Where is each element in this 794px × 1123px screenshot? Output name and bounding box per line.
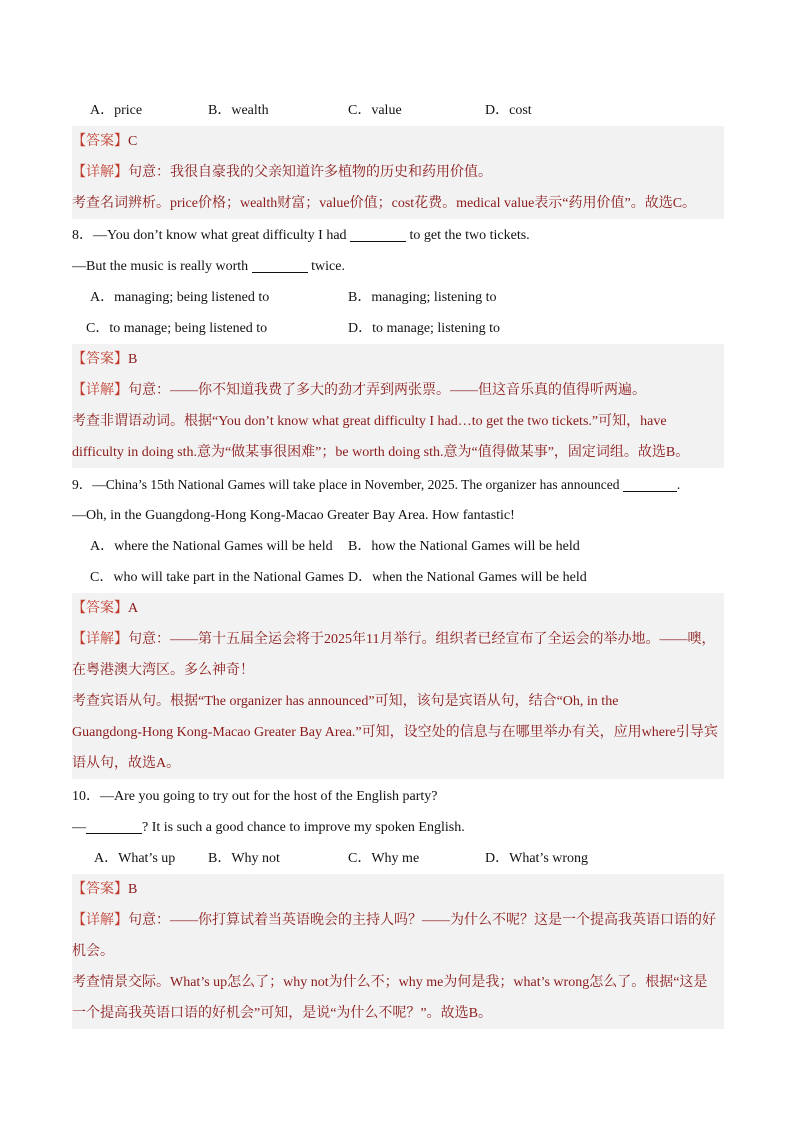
q7-detail-line: 考查名词辨析。price价格；wealth财富；value价值；cost花费。medical value表示“药用价值”。故选C。 bbox=[72, 188, 724, 219]
q9-detail-line: Guangdong-Hong Kong-Macao Greater Bay Area.”可知，设空处的信息与在哪里举办有关，应用where引导宾 bbox=[72, 717, 724, 748]
q10-detail-line: 考查情景交际。What’s up怎么了；why not为什么不；why me为何是我；what’s wrong怎么了。根据“这是 bbox=[72, 967, 724, 998]
q8-detail-line: difficulty in doing sth.意为“做某事很困难”；be worth doing sth.意为“值得做某事”，固定词组。故选B。 bbox=[72, 437, 724, 468]
q8-answer bbox=[72, 344, 724, 375]
q9-detail-line: 语从句，故选A。 bbox=[72, 748, 724, 779]
q9-options-row bbox=[72, 531, 724, 562]
q9-stem-part: . bbox=[676, 477, 681, 492]
q9-stem bbox=[72, 469, 724, 500]
q10-option-d: D．What’s wrong bbox=[485, 851, 589, 866]
detail-tag: 【详解】 bbox=[72, 632, 128, 647]
q7-option-c: C．value bbox=[348, 103, 402, 118]
q8-option-c: C．to manage; being listened to bbox=[86, 321, 268, 336]
q8-option-d: D．to manage; listening to bbox=[348, 321, 501, 336]
detail-text: 句意：——你打算试着当英语晚会的主持人吗？——为什么不呢？这是一个提高我英语口语的好 bbox=[128, 913, 716, 928]
q9-detail-line: 在粤港澳大湾区。多么神奇！ bbox=[72, 655, 724, 686]
q9-option-d: D．when the National Games will be held bbox=[348, 570, 587, 585]
q8-stem-part: 8．—You don’t know what great difficulty I had bbox=[72, 228, 351, 243]
q9-option-b: B．how the National Games will be held bbox=[348, 539, 580, 554]
q10-stem: 10．—Are you going to try out for the host of the English party? bbox=[72, 789, 438, 804]
q10-detail-line: 机会。 bbox=[72, 936, 724, 967]
q8-detail-line bbox=[72, 375, 724, 406]
detail-text: 句意：我很自豪我的父亲知道许多植物的历史和药用价值。 bbox=[128, 165, 492, 180]
q10-option-a: A．What’s up bbox=[94, 851, 176, 866]
q7-options bbox=[72, 95, 724, 126]
q9-option-a: A．where the National Games will be held bbox=[90, 539, 333, 554]
detail-text: 句意：——你不知道我费了多大的劲才弄到两张票。——但这音乐真的值得听两遍。 bbox=[128, 383, 646, 398]
q9-detail-line: 考查宾语从句。根据“The organizer has announced”可知，该句是宾语从句，结合“Oh, in the bbox=[72, 686, 724, 717]
q9-stem-part: 9．—China’s 15th National Games will take place in November, 2025. The organizer has announced bbox=[72, 477, 623, 492]
detail-text: 句意：——第十五届全运会将于2025年11月举行。组织者已经宣布了全运会的举办地。——噢， bbox=[128, 632, 716, 647]
answer-tag: 【答案】 bbox=[72, 882, 128, 897]
answer-blank bbox=[350, 225, 406, 242]
answer-blank bbox=[623, 475, 677, 492]
q8-options-row bbox=[72, 282, 724, 313]
q8-detail-line: 考查非谓语动词。根据“You don’t know what great difficulty I had…to get the two tickets.”可知，have bbox=[72, 406, 724, 437]
q10-option-c: C．Why me bbox=[348, 851, 420, 866]
q8-stem-part: twice. bbox=[307, 259, 345, 274]
q7-option-d: D．cost bbox=[485, 103, 532, 118]
q8-stem-part: to get the two tickets. bbox=[406, 228, 530, 243]
q8-option-b: B．managing; listening to bbox=[348, 290, 497, 305]
q10-detail-line: 一个提高我英语口语的好机会”可知，是说“为什么不呢？”。故选B。 bbox=[72, 998, 724, 1029]
q8-option-a: A．managing; being listened to bbox=[90, 290, 270, 305]
q9-option-c: C．who will take part in the National Games bbox=[90, 570, 344, 585]
answer-tag: 【答案】 bbox=[72, 352, 128, 367]
answer-tag: 【答案】 bbox=[72, 134, 128, 149]
answer-value: C bbox=[128, 134, 138, 149]
q10-answer bbox=[72, 874, 724, 905]
q7-answer bbox=[72, 126, 724, 157]
q10-stem-part: ? It is such a good chance to improve my spoken English. bbox=[142, 820, 465, 835]
q7-option-b: B．wealth bbox=[208, 103, 269, 118]
q8-stem bbox=[72, 220, 724, 251]
q10-option-b: B．Why not bbox=[208, 851, 280, 866]
q8-options-row bbox=[72, 313, 724, 344]
q7-detail-line bbox=[72, 157, 724, 188]
q7-option-a: A．price bbox=[90, 103, 143, 118]
q9-stem: —Oh, in the Guangdong-Hong Kong-Macao Greater Bay Area. How fantastic! bbox=[72, 508, 515, 523]
q8-stem bbox=[72, 251, 724, 282]
answer-value: B bbox=[128, 352, 138, 367]
q10-stem-part: — bbox=[72, 820, 86, 835]
answer-value: A bbox=[128, 601, 139, 616]
answer-blank bbox=[86, 817, 142, 834]
q9-detail-line bbox=[72, 624, 724, 655]
detail-tag: 【详解】 bbox=[72, 913, 128, 928]
answer-value: B bbox=[128, 882, 138, 897]
q9-options-row bbox=[72, 562, 724, 593]
detail-tag: 【详解】 bbox=[72, 383, 128, 398]
q10-stem bbox=[72, 812, 724, 843]
answer-tag: 【答案】 bbox=[72, 601, 128, 616]
detail-tag: 【详解】 bbox=[72, 165, 128, 180]
q8-stem-part: —But the music is really worth bbox=[72, 259, 252, 274]
answer-blank bbox=[252, 256, 308, 273]
q10-detail-line bbox=[72, 905, 724, 936]
q10-options bbox=[72, 843, 724, 874]
q9-answer bbox=[72, 593, 724, 624]
